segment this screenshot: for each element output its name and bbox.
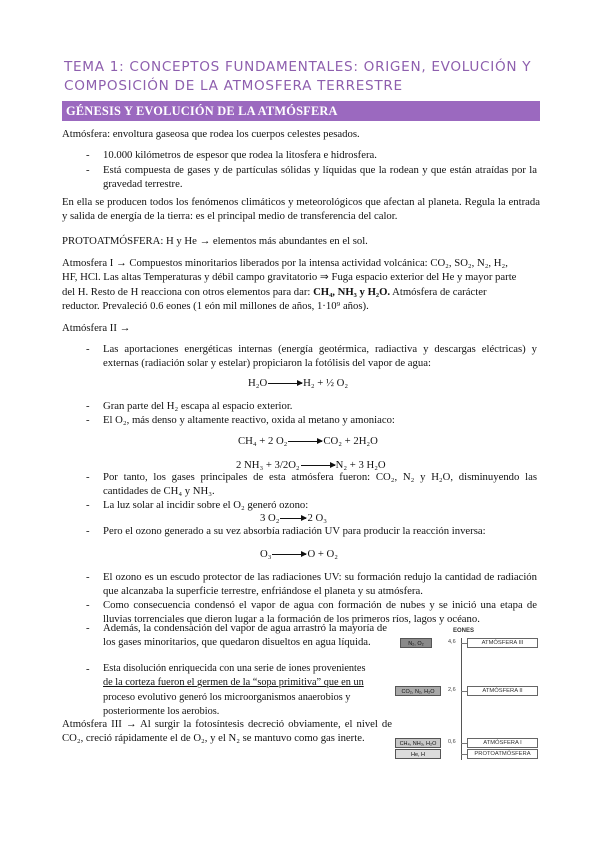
section-heading: GÉNESIS Y EVOLUCIÓN DE LA ATMÓSFERA — [62, 101, 540, 121]
bullet-item: Está compuesta de gases y de partículas sólidas y líquidas que la rodean y que están atraídas por la gravedad terrestre. — [103, 164, 537, 191]
text-span: Atmósfera de carácter — [390, 285, 487, 298]
stage-label-atm1: ATMÓSFERA I — [467, 738, 538, 748]
text-span: del H. Resto de H reacciona con otros elementos para dar: — [62, 285, 314, 298]
bullet-dash: - — [86, 525, 90, 537]
bullet-item: 10.000 kilómetros de espesor que rodea la litosfera e hidrosfera. — [103, 149, 377, 161]
bullet-dash: - — [86, 343, 90, 355]
equation-right: CO₂ + 2H₂O — [323, 435, 378, 447]
paragraph-phenomena: En ella se producen todos los fenómenos climáticos y meteorológicos que afectan al planeta. Regula la entrada y salida de energía de la tierra: es el principal medio de transferencia del calor. — [62, 196, 540, 223]
page-title — [64, 58, 544, 95]
text-line: HF, HCl. Las altas Temperaturas y débil campo gravitatorio ⇒ Fuga espacio exterior del He y mayor parte — [62, 271, 517, 284]
text-line: posteriormente los aerobios. — [103, 705, 220, 717]
equation-left: CH₄ + 2 O₂ — [238, 435, 288, 447]
bullet-item — [103, 662, 387, 719]
equation-ozone — [260, 511, 327, 525]
equation-photolysis — [248, 376, 348, 390]
tick-label: 4,6 — [448, 639, 456, 645]
paragraph-atmosphere-3: Atmósfera III → Al surgir la fotosíntesis decreció obviamente, el nivel de CO₂, creció rápidamente el de O₂, y el N₂ se mantuvo como gas inerte. — [62, 718, 392, 745]
title-line-2: COMPOSICIÓN DE LA ATMOSFERA TERRESTRE — [64, 77, 403, 94]
equation-left: 3 O₂ — [260, 512, 280, 524]
text-line: reductor. Prevaleció 0.6 eones (1 eón mil millones de años, 1·10⁹ años). — [62, 299, 369, 312]
equation-right: N₂ + 3 H₂O — [335, 459, 386, 471]
reaction-arrow-icon — [280, 518, 306, 519]
text-line: Atmosfera I → Compuestos minoritarios liberados por la intensa actividad volcánica: CO₂, SO₂, N₂, H₂, — [62, 257, 508, 269]
bullet-dash: - — [86, 400, 90, 412]
bullet-dash: - — [86, 149, 90, 161]
bullet-dash: - — [86, 471, 90, 483]
tick-label: 0,6 — [448, 739, 456, 745]
gas-box-proto: He, H — [395, 749, 441, 759]
reaction-arrow-icon — [268, 383, 302, 384]
bullet-item: Gran parte del H₂ escapa al espacio exterior. — [103, 400, 293, 412]
bullet-dash: - — [86, 414, 90, 426]
paragraph-definition: Atmósfera: envoltura gaseosa que rodea los cuerpos celestes pesados. — [62, 128, 360, 140]
gas-box-atm1: CH₄, NH₃, H₂O — [395, 738, 441, 748]
paragraph-protoatmosphere: PROTOATMÓSFERA: H y He → elementos más abundantes en el sol. — [62, 235, 368, 247]
bullet-item: Por tanto, los gases principales de esta atmósfera fueron: CO₂, N₂ y H₂O, disminuyendo las cantidades de CH₄ y NH₃. — [103, 471, 537, 498]
gas-box-atm3: N₂, O₂ — [400, 638, 432, 648]
stage-label-proto: PROTOATMÓSFERA — [467, 749, 538, 759]
bullet-dash: - — [86, 599, 90, 611]
axis-label: EONES — [453, 628, 475, 634]
equation-right: H₂ + ½ O₂ — [303, 377, 349, 389]
bullet-item: El ozono es un escudo protector de las radiaciones UV: su formación redujo la cantidad de radiación que alcanzaba la superficie terrestre, enfriándose el planeta y su atmósfera. — [103, 571, 537, 598]
equation-left: 2 NH₃ + 3/2O₂ — [236, 459, 300, 471]
bullet-item: Pero el ozono generado a su vez absorbía radiación UV para producir la reacción inversa: — [103, 525, 486, 537]
time-axis — [461, 638, 462, 760]
bullet-item: Además, la condensación del vapor de agua arrastró la mayoría de los gases minoritarios, que quedaron disueltos en agua líquida. — [103, 622, 387, 649]
equation-methane — [238, 434, 378, 448]
bullet-item: La luz solar al incidir sobre el O₂ generó ozono: — [103, 499, 309, 511]
equation-right: O + O₂ — [307, 548, 338, 560]
atmosphere-evolution-figure — [392, 628, 540, 764]
bullet-item: Las aportaciones energéticas internas (energía geotérmica, radiactiva y descargas eléctricas) y externas (radiación solar y estelar) propiciaron la fotólisis del vapor de agua: — [103, 343, 537, 370]
gas-box-atm2: CO₂, N₂, H₂O — [395, 686, 441, 696]
bullet-dash: - — [86, 164, 90, 176]
reaction-arrow-icon — [288, 441, 322, 442]
bullet-dash: - — [86, 571, 90, 583]
bullet-dash: - — [86, 663, 90, 675]
paragraph-atmosphere-1 — [62, 256, 540, 313]
title-line-1: TEMA 1: CONCEPTOS FUNDAMENTALES: ORIGEN, EVOLUCIÓN Y — [64, 59, 532, 75]
equation-left: O₃ — [260, 548, 272, 560]
bullet-item: El O₂, más denso y altamente reactivo, oxida al metano y amoniaco: — [103, 414, 395, 426]
reaction-arrow-icon — [272, 554, 306, 555]
text-line: proceso evolutivo generó los microorganismos anaerobios y — [103, 691, 351, 703]
text-line — [62, 285, 540, 299]
bullet-dash: - — [86, 622, 90, 634]
text-line: Esta disolución enriquecida con una serie de iones provenientes — [103, 663, 366, 674]
text-line: de la corteza fueron el germen de la “sopa primitiva” que en un — [103, 677, 364, 689]
compounds-bold: CH₄, NH₃ y H₂O. — [313, 285, 391, 298]
stage-label-atm3: ATMÓSFERA III — [467, 638, 538, 648]
stage-label-atm2: ATMÓSFERA II — [467, 686, 538, 696]
bullet-item: Como consecuencia condensó el vapor de agua con formación de nubes y se inició una etapa de lluvias torrenciales que dieron lugar a la formación de los primeros ríos, lagos y océano. — [103, 599, 537, 626]
equation-left: H₂O — [248, 377, 268, 389]
equation-ozone-inverse — [260, 547, 338, 561]
tick-label: 2,6 — [448, 687, 456, 693]
reaction-arrow-icon — [301, 465, 335, 466]
bullet-dash: - — [86, 499, 90, 511]
equation-right: 2 O₃ — [307, 512, 327, 524]
paragraph-atmosphere-2: Atmósfera II → — [62, 322, 131, 334]
